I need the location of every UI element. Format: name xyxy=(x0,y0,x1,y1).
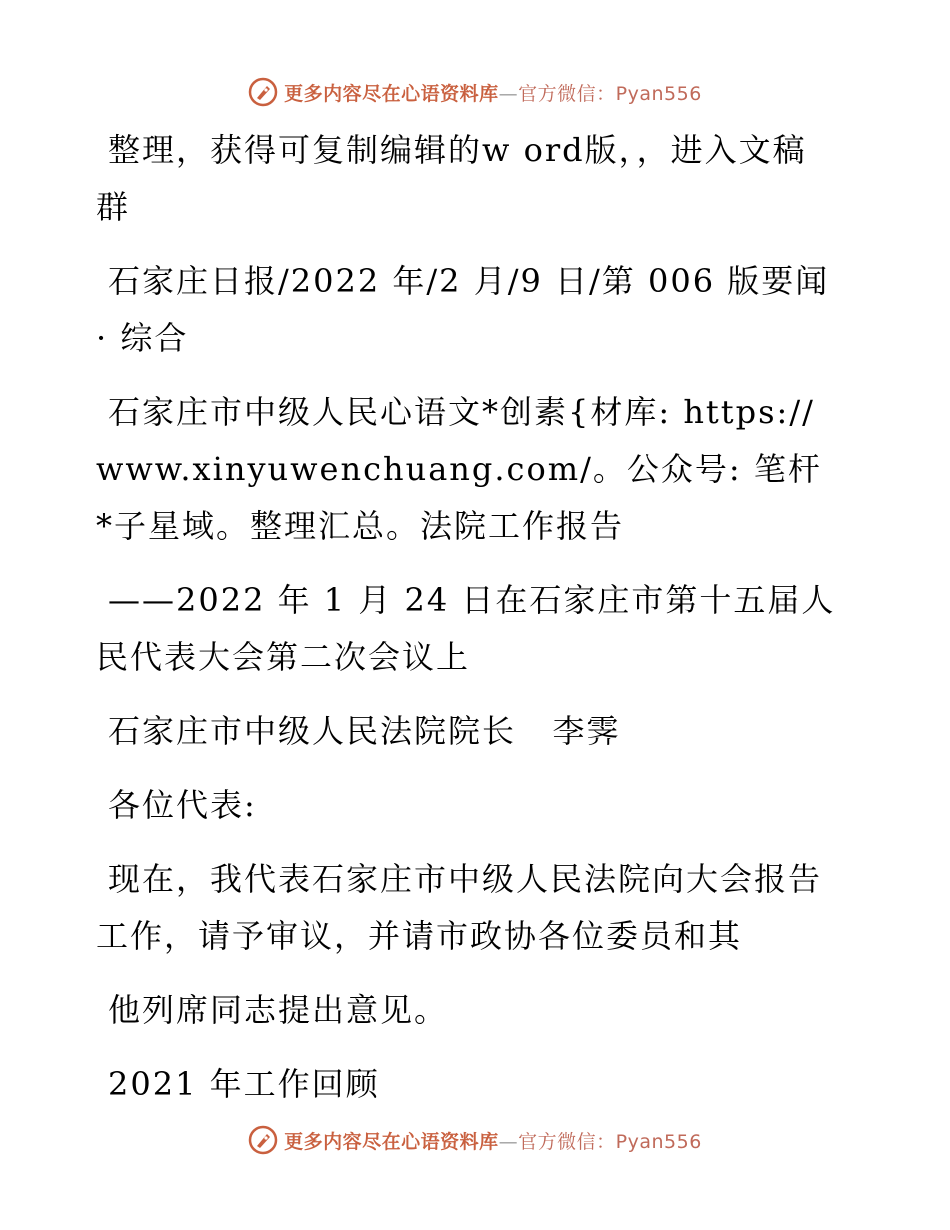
section-heading: 2021 年工作回顾 xyxy=(108,1065,380,1103)
paragraph-source-line: 石家庄日报/2022 年/2 月/9 日/第 006 版要闻 · 综合 xyxy=(96,262,842,357)
pen-nib-logo-icon xyxy=(248,77,278,107)
pen-nib-logo-icon xyxy=(248,1125,278,1155)
paragraph-meeting-line: ——2022 年 1 月 24 日在石家庄市第十五届人民代表大会第二次会议上 xyxy=(96,581,836,676)
paragraph-intro-note: 整理，获得可复制编辑的w ord版，，进入文稿群 xyxy=(96,131,807,226)
paragraph-title-line: 石家庄市中级人民心语文*创素{材库: https://www.xinyuwenchuang.com/。公众号: 笔杆*子星域。整理汇总。法院工作报告 xyxy=(96,393,822,545)
banner-contact: 官方微信：Pyan556 xyxy=(518,82,702,105)
banner-text xyxy=(284,1127,702,1154)
banner-text xyxy=(284,79,702,106)
banner-brand: 更多内容尽在心语资料库 xyxy=(284,82,499,105)
banner-contact: 官方微信：Pyan556 xyxy=(518,1130,702,1153)
paragraph-opening: 现在，我代表石家庄市中级人民法院向大会报告工作，请予审议，并请市政协各位委员和其 xyxy=(96,860,823,955)
banner-separator: — xyxy=(498,1130,519,1153)
document-body xyxy=(96,122,842,1130)
footer-banner xyxy=(0,1120,950,1160)
banner-separator: — xyxy=(498,82,519,105)
paragraph-salutation: 各位代表: xyxy=(108,786,257,824)
paragraph-opening-continued: 他列席同志提出意见。 xyxy=(108,991,449,1029)
header-banner xyxy=(0,72,950,112)
banner-brand: 更多内容尽在心语资料库 xyxy=(284,1130,499,1153)
paragraph-author-line: 石家庄市中级人民法院院长 李霁 xyxy=(108,712,621,750)
